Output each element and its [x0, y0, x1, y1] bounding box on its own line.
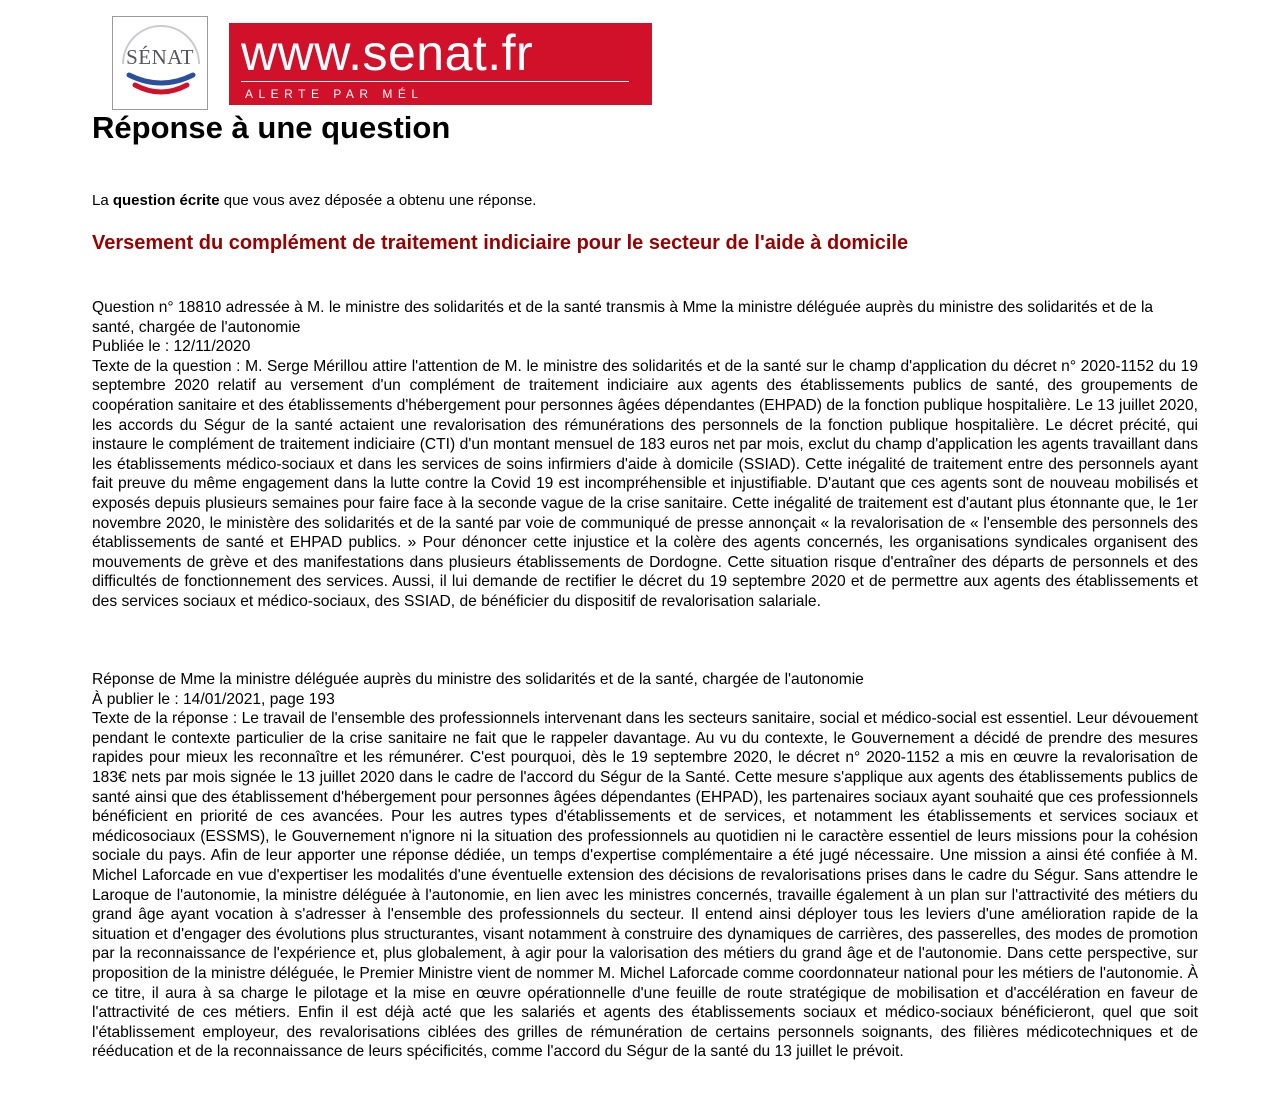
question-title: Versement du complément de traitement indiciaire pour le secteur de l'aide à domicile	[92, 232, 909, 254]
intro-bold: question écrite	[112, 192, 220, 209]
page-title: Réponse à une question	[92, 110, 451, 145]
question-addressee: Question n° 18810 adressée à M. le ministre des solidarités et de la santé transmis à Mme la ministre déléguée auprès du ministre des solidarités et de la santé, chargée de l'autonomie	[92, 299, 1154, 336]
banner-divider	[241, 81, 629, 82]
intro-text	[92, 191, 536, 211]
banner-tagline: ALERTE PAR MÉL	[245, 87, 424, 101]
banner-url: www.senat.fr	[241, 25, 534, 81]
answer-block	[92, 670, 1198, 1062]
question-block	[92, 298, 1198, 612]
intro-suffix: que vous avez déposée a obtenu une réponse.	[219, 192, 537, 209]
intro-prefix: La	[92, 192, 113, 209]
senat-logo[interactable]	[112, 16, 208, 110]
answer-text: Texte de la réponse : Le travail de l'ensemble des professionnels intervenant dans les secteurs sanitaire, social et médico-social est essentiel. Leur dévouement pendant le contexte particulier de la crise sanitaire ne fait que le rappeler davantage. Au vu du contexte, le Gouvernement a décidé de prendre des mesures rapides pour mieux les reconnaître et les rémunérer. C'est pourquoi, dès le 19 septembre 2020, le décret n° 2020-1152 a mis en œuvre la revalorisation de 183€ nets par mois signée le 13 juillet 2020 dans le cadre de l'accord du Ségur de la Santé. Cette mesure s'applique aux agents des établissements publics de santé ainsi que des établissement d'hébergement pour personnes âgées dépendantes (EHPAD), les partenaires sociaux ayant souhaité que ces professionnels bénéficient en priorité de ces avancées. Pour les autres types d'établissements et de services, et notamment les établissements et services sociaux et médicosociaux (ESSMS), le Gouvernement n'ignore ni la situation des professionnels au quotidien ni le caractère essentiel de leurs missions pour la cohésion sociale du pays. Afin de leur apporter une réponse dédiée, un temps d'expertise complémentaire a été jugé nécessaire. Une mission a ainsi été confiée à M. Michel Laforcade en vue d'expertiser les modalités d'une éventuelle extension des décisions de revalorisations prises dans le cadre du Ségur. Sans attendre le Laroque de l'autonomie, la ministre déléguée à l'autonomie, en lien avec les ministres concernés, travaille également à un plan sur l'attractivité des métiers du grand âge ayant vocation à s'adresser à l'ensemble des professionnels du secteur. Il entend ainsi déployer tous les leviers d'une amélioration rapide de la situation et d'engager des évolutions plus structurantes, visant notamment à construire des dynamiques de carrières, des passerelles, des modes de promotion par la reconnaissance de l'expérience et, plus globalement, à agir pour la valorisation des métiers du grand âge et de l'autonomie. Dans cette perspective, sur proposition de la ministre déléguée, le Premier Ministre vient de nommer M. Michel Laforcade comme coordonnateur national pour les métiers de l'autonomie. À ce titre, il aura à sa charge le pilotage et la mise en œuvre opérationnelle d'une feuille de route stratégique de mobilisation et d'accélération en faveur de l'attractivité de ces métiers. Enfin il est déjà acté que les salariés et agents des établissements sociaux et médico-sociaux bénéficieront, quel que soit l'établissement employeur, des revalorisations ciblées des grilles de rémunération de certains personnels soignants, des filières médicotechniques et de rééducation et de la reconnaissance de leurs spécificités, comme l'accord du Ségur de la santé du 13 juillet le prévoit.	[92, 710, 1198, 1061]
question-published-date: Publiée le : 12/11/2020	[92, 338, 251, 356]
senat-logo-text: SÉNAT	[126, 45, 194, 69]
answer-author: Réponse de Mme la ministre déléguée auprès du ministre des solidarités et de la santé, chargée de l'autonomie	[92, 671, 864, 688]
site-header	[112, 16, 672, 112]
alert-banner[interactable]	[229, 23, 652, 105]
question-text: Texte de la question : M. Serge Mérillou attire l'attention de M. le ministre des solidarités et de la santé sur le champ d'application du décret n° 2020-1152 du 19 septembre 2020 relatif au versement d'un complément de traitement indiciaire aux agents des établissements publics de santé, des groupements de coopération sanitaire et des établissements d'hébergement pour personnes âgées dépendantes (EHPAD) de la fonction publique hospitalière. Le 13 juillet 2020, les accords du Ségur de la santé actaient une revalorisation des rémunérations des personnels de la fonction publique hospitalière. Le décret précité, qui instaure le complément de traitement indiciaire (CTI) d'un montant mensuel de 183 euros net par mois, exclut du champ d'application les agents travaillant dans les établissements médico-sociaux et dans les services de soins infirmiers d'aide à domicile (SSIAD). Cette inégalité de traitement entre des personnels ayant fait preuve du même engagement dans la lutte contre la Covid 19 est incompréhensible et injustifiable. D'autant que ces agents sont de nouveau mobilisés et exposés depuis plusieurs semaines pour faire face à la seconde vague de la crise sanitaire. Cette inégalité de traitement est d'autant plus étonnante que, le 1er novembre 2020, le ministère des solidarités et de la santé par voie de communiqué de presse annonçait « la revalorisation de « l'ensemble des personnels des établissements de santé et EHPAD publics. » Pour dénoncer cette injustice et la colère des agents concernés, les organisations syndicales organisent des mouvements de grève et des manifestations dans plusieurs établissements de Dordogne. Cette situation risque d'entraîner des départs de personnels et des difficultés de fonctionnement des services. Aussi, il lui demande de rectifier le décret du 19 septembre 2020 et de permettre aux agents des établissements et des services sociaux et médico-sociaux, des SSIAD, de bénéficier du dispositif de revalorisation salariale.	[92, 357, 1198, 610]
answer-publish-date: À publier le : 14/01/2021, page 193	[92, 690, 335, 708]
